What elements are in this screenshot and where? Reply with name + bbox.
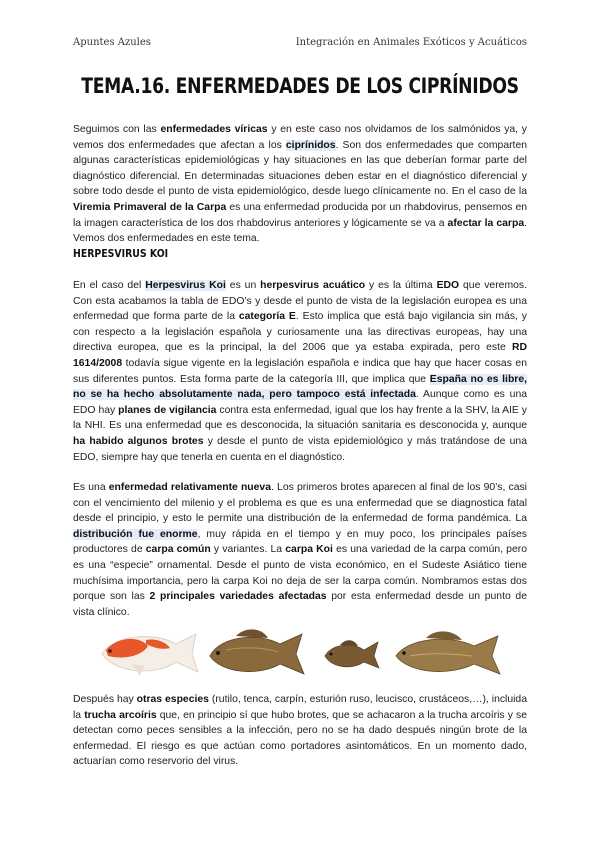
herpes-paragraph: En el caso del Herpesvirus Koi es un herpesvirus acuático y es la última EDO que veremos. Con esta acabamos la tabla de EDO’s y desde el punto de vista de la legislación europea es una enfermedad que forma parte de la categoría E. Esto implica que está bajo vigilancia sin más, y con respecto a la legislación española y curiosamente una las directivas europeas, hay una directiva europea, que es la principal, la del 2006 que ya estaba expirada, pero este RD 1614/2008 todavía sigue vigente en la legislación española e indica que hay que hacer cosas en sus diferentes puntos. Esta forma parte de la categoría III, que implica que España no es libre, no se ha hecho absolutamente nada, pero tampoco está infectada. Aunque como es una EDO hay planes de vigilancia contra esta enfermedad, igual que los hay frente a la SHV, la AIE y la NHI. Es una enfermedad que es desconocida, la situación sanitaria es desconocida y, aunque ha habido algunos brotes y desde el punto de vista epidemiológico y más tratándose de una EDO, siempre hay que tenerla en cuenta en el diagnóstico. bbox=[73, 280, 527, 463]
common-carp-image bbox=[206, 624, 308, 680]
header-right: Integración en Animales Exóticos y Acuáticos bbox=[295, 37, 527, 48]
intro-paragraph: Seguimos con las enfermedades víricas y en este caso nos olvidamos de los salmónidos ya, y vemos dos enfermedades que afectan a los ciprínidos. Son dos enfermedades que comparten algunas características epidemiológicas y hay situaciones en las que deberían formar parte del diagnóstico diferencial. En determinadas situaciones deben estar en el diagnóstico diferencial y sobre todo desde el punto de vista epidemiológico, desde luego clínicamente no. En el caso de la Viremia Primaveral de la Carpa es una enfermedad producida por un rhabdovirus, pensemos en la imagen característica de los dos rhabdovirus anteriores y lógicamente se va a afectar la carpa. Vemos dos enfermedades en este tema. bbox=[73, 124, 528, 245]
crucian-carp-image bbox=[392, 626, 504, 680]
koi-fish-image bbox=[96, 626, 204, 680]
section-heading: HERPESVIRUS KOI bbox=[73, 247, 169, 260]
page-title: TEMA.16. ENFERMEDADES DE LOS CIPRÍNIDOS bbox=[81, 74, 519, 98]
fish-illustrations bbox=[90, 622, 510, 684]
small-carp-image bbox=[322, 636, 382, 674]
new-disease-paragraph: Es una enfermedad relativamente nueva. Los primeros brotes aparecen al final de los 90’s, casi con el vencimiento del milenio y el problema es que es una enfermedad que se diagnostica fatal desde el principio, y esto le permite una distribución de la enfermedad de forma pandémica. La distribución fue enorme, muy rápida en el tiempo y en muy poco, los principales países productores de carpa común y variantes. La carpa Koi es una variedad de la carpa común, pero es una “especie” ornamental. Desde el punto de vista económico, en el Sudeste Asiático tiene muchísima importancia, pero la carpa Koi no deja de ser la carpa común. Nombramos estas dos porque son las 2 principales variedades afectadas por esta enfermedad desde un punto de vista clínico. bbox=[73, 482, 527, 618]
header-left: Apuntes Azules bbox=[73, 37, 151, 48]
other-species-paragraph: Después hay otras especies (rutilo, tenca, carpín, esturión ruso, leucisco, crustáceos,…), incluida la trucha arcoíris que, en principio sí que hubo brotes, que se achacaron a la trucha arcoíris y se detectan como peces sensibles a la infección, pero no se ha dado después ningún brote de la enfermedad. El riesgo es que actúan como portadores asintomáticos. En un momento dado, actuarían como reservorio del virus. bbox=[73, 694, 527, 768]
